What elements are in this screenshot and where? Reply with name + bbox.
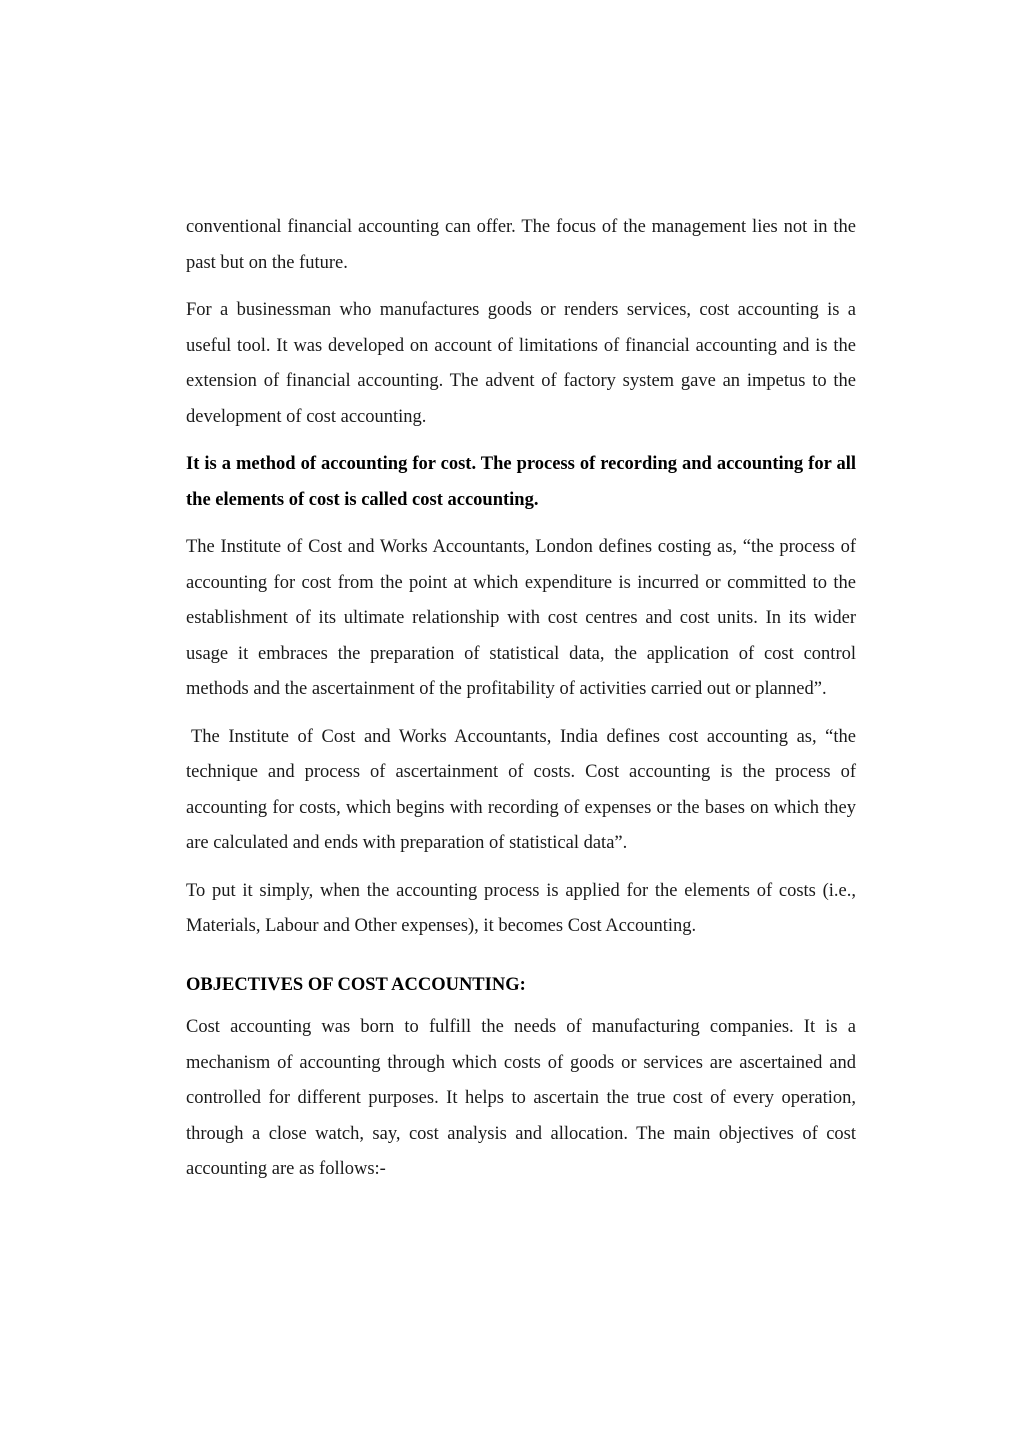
paragraph-objectives-intro: Cost accounting was born to fulfill the needs of manufacturing companies. It is a mechanism of accounting through which costs of goods or services are ascertained and controlled for different purposes. It helps to ascertain the true cost of every operation, through a close watch, say, cost analysis and allocation. The main objectives of cost accounting are as follows:- <box>186 1017 856 1179</box>
paragraph-definition-bold: It is a method of accounting for cost. The process of recording and accounting for all the elements of cost is called cost accounting. <box>186 454 856 510</box>
document-page <box>186 210 856 1200</box>
paragraph-london-definition: The Institute of Cost and Works Accountants, London defines costing as, “the process of accounting for cost from the point at which expenditure is incurred or committed to the establishment of its ultimate relationship with cost centres and cost units. In its wider usage it embraces the preparation of statistical data, the application of cost control methods and the ascertainment of the profitability of activities carried out or planned”. <box>186 537 856 699</box>
paragraph-businessman: For a businessman who manufactures goods or renders services, cost accounting is a useful tool. It was developed on account of limitations of financial accounting and is the extension of financial accounting. The advent of factory system gave an impetus to the development of cost accounting. <box>186 300 856 427</box>
paragraph-india-definition: The Institute of Cost and Works Accountants, India defines cost accounting as, “the technique and process of ascertainment of costs. Cost accounting is the process of accounting for costs, which begins with recording of expenses or the bases on which they are calculated and ends with preparation of statistical data”. <box>186 726 856 853</box>
paragraph-simple-definition: To put it simply, when the accounting process is applied for the elements of costs (i.e., Materials, Labour and Other expenses), it becomes Cost Accounting. <box>186 880 856 936</box>
section-heading-objectives: OBJECTIVES OF COST ACCOUNTING: <box>186 974 526 995</box>
paragraph-intro-continuation: conventional financial accounting can offer. The focus of the management lies not in the past but on the future. <box>186 217 856 273</box>
